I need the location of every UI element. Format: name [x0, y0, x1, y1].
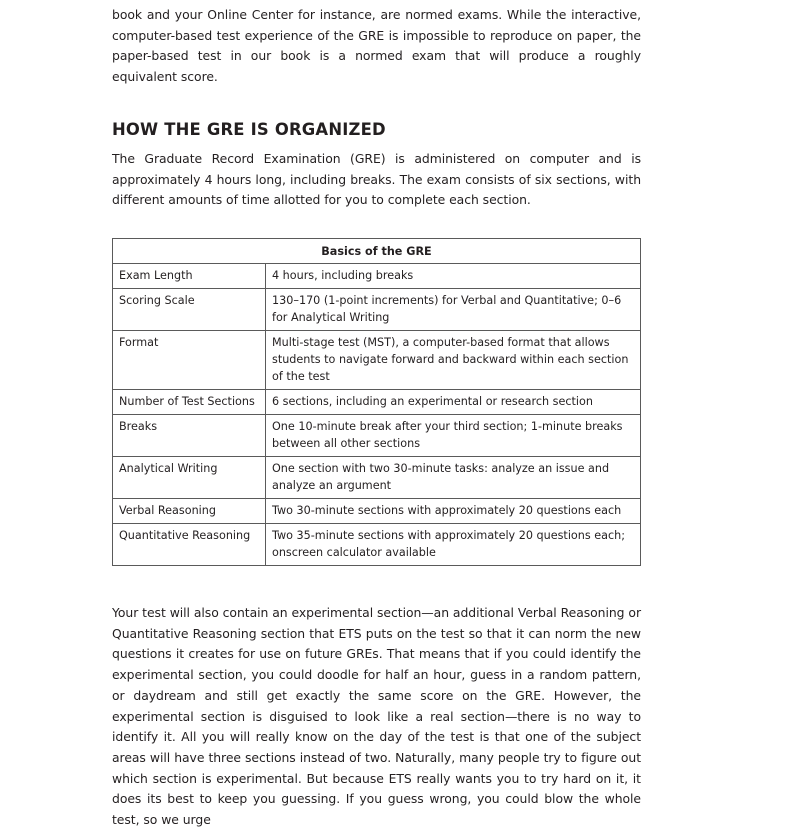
row-label: Format [113, 331, 266, 390]
organized-paragraph: The Graduate Record Examination (GRE) is administered on computer and is approximately 4 hours long, including breaks. The exam consists of six sections, with different amounts of time allotted for you to complete each section. [112, 151, 641, 208]
row-value: One 10-minute break after your third section; 1-minute breaks between all other sections [266, 415, 641, 457]
table-row [113, 524, 641, 566]
row-label: Breaks [113, 415, 266, 457]
intro-paragraph: book and your Online Center for instance, are normed exams. While the interactive, computer-based test experience of the GRE is impossible to reproduce on paper, the paper-based test in our book is a normed exam that will produce a roughly equivalent score. [112, 7, 641, 85]
row-value: 130–170 (1-point increments) for Verbal and Quantitative; 0–6 for Analytical Writing [266, 289, 641, 331]
table-row [113, 331, 641, 390]
section-heading: HOW THE GRE IS ORGANIZED [112, 120, 386, 139]
row-label: Number of Test Sections [113, 390, 266, 415]
table-title: Basics of the GRE [113, 239, 641, 264]
table-row [113, 457, 641, 499]
row-label: Scoring Scale [113, 289, 266, 331]
row-value: Two 35-minute sections with approximately 20 questions each; onscreen calculator available [266, 524, 641, 566]
table-title-row [113, 239, 641, 264]
row-value: Multi-stage test (MST), a computer-based format that allows students to navigate forward and backward within each section of the test [266, 331, 641, 390]
table-row [113, 289, 641, 331]
experimental-section-paragraph: Your test will also contain an experimental section—an additional Verbal Reasoning or Quantitative Reasoning section that ETS puts on the test so that it can norm the new questions it creates for use on future GREs. That means that if you could identify the experimental section, you could doodle for half an hour, guess in a random pattern, or daydream and still get exactly the same score on the GRE. However, the experimental section is disguised to look like a real section—there is no way to identify it. All you will really know on the day of the test is that one of the subject areas will have three sections instead of two. Naturally, many people try to figure out which section is experimental. But because ETS really wants you to try hard on it, it does its best to keep you guessing. If you guess wrong, you could blow the whole test, so we urge [112, 605, 641, 828]
table-row [113, 415, 641, 457]
row-label: Analytical Writing [113, 457, 266, 499]
row-value: One section with two 30-minute tasks: analyze an issue and analyze an argument [266, 457, 641, 499]
row-value: 4 hours, including breaks [266, 264, 641, 289]
gre-basics-table [112, 238, 641, 566]
table-row [113, 390, 641, 415]
row-label: Exam Length [113, 264, 266, 289]
row-label: Quantitative Reasoning [113, 524, 266, 566]
document-page [112, 0, 641, 828]
table-row [113, 264, 641, 289]
table-row [113, 499, 641, 524]
row-label: Verbal Reasoning [113, 499, 266, 524]
row-value: Two 30-minute sections with approximately 20 questions each [266, 499, 641, 524]
row-value: 6 sections, including an experimental or research section [266, 390, 641, 415]
